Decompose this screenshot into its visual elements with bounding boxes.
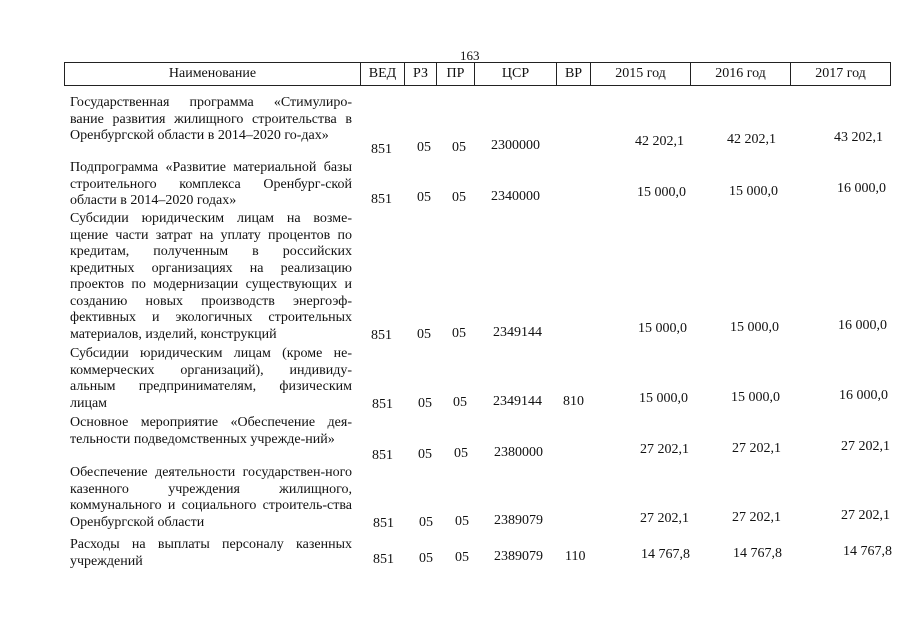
row-2017: 43 202,1 [834,130,883,145]
row-pr: 05 [452,140,466,155]
table-header [64,62,891,86]
row-name: Основное мероприятие «Обеспечение дея-тельности подведомственных учрежде-ний» [70,415,352,447]
row-2016: 27 202,1 [732,510,781,525]
row-2017: 27 202,1 [841,508,890,523]
row-rz: 05 [417,140,431,155]
row-ved: 851 [372,397,393,412]
row-2015: 15 000,0 [638,321,687,336]
row-2015: 27 202,1 [640,511,689,526]
row-rz: 05 [419,515,433,530]
row-vr: 110 [565,549,586,564]
row-2015: 15 000,0 [637,185,686,200]
row-2017: 16 000,0 [838,318,887,333]
row-2017: 16 000,0 [837,181,886,196]
row-rz: 05 [419,551,433,566]
row-name: Субсидии юридическим лицам (кроме не-коммерческих организаций), индивиду-альным предпринимателям, физическим лицам [70,346,352,411]
header-rz: РЗ [404,63,436,85]
row-2015: 15 000,0 [639,391,688,406]
row-rz: 05 [417,327,431,342]
row-name: Субсидии юридическим лицам на возме-щение части затрат на уплату процентов по кредитам, полученным в российских кредитных организациях на реализацию проектов по модернизации существующих и созданию новых производств энергоэф-фективных и экологичных строительных материалов, изделий, конструкций [70,211,352,342]
header-name: Наименование [64,63,360,85]
row-name: Обеспечение деятельности государствен-ного казенного учреждения жилищного, коммунального и социального строитель-ства Оренбургской области [70,465,352,530]
row-ved: 851 [373,552,394,567]
row-csr: 2300000 [491,138,540,153]
header-2017: 2017 год [790,63,891,85]
page-number: 163 [460,48,480,63]
row-2015: 14 767,8 [641,547,690,562]
header-csr: ЦСР [474,63,556,85]
row-rz: 05 [417,190,431,205]
row-pr: 05 [454,446,468,461]
row-csr: 2349144 [493,325,542,340]
row-rz: 05 [418,447,432,462]
row-2016: 14 767,8 [733,546,782,561]
row-pr: 05 [452,326,466,341]
row-name: Подпрограмма «Развитие материальной базы строительного комплекса Оренбург-ской области в 2014–2020 годах» [70,160,352,208]
row-ved: 851 [373,516,394,531]
row-ved: 851 [371,328,392,343]
row-csr: 2389079 [494,513,543,528]
row-ved: 851 [372,448,393,463]
row-pr: 05 [453,395,467,410]
header-2015: 2015 год [590,63,690,85]
row-csr: 2340000 [491,189,540,204]
row-name: Государственная программа «Стимулиро-вание развития жилищного строительства в Оренбургской области в 2014–2020 го-дах» [70,95,352,143]
row-rz: 05 [418,396,432,411]
row-2017: 27 202,1 [841,439,890,454]
row-2016: 27 202,1 [732,441,781,456]
row-2015: 27 202,1 [640,442,689,457]
row-2016: 15 000,0 [730,320,779,335]
row-pr: 05 [455,550,469,565]
header-2016: 2016 год [690,63,790,85]
row-vr: 810 [563,394,584,409]
row-2016: 42 202,1 [727,132,776,147]
row-2016: 15 000,0 [731,390,780,405]
row-name: Расходы на выплаты персоналу казенных учреждений [70,537,352,569]
row-ved: 851 [371,192,392,207]
header-pr: ПР [436,63,474,85]
row-pr: 05 [452,190,466,205]
header-vr: ВР [556,63,590,85]
row-csr: 2349144 [493,394,542,409]
row-2016: 15 000,0 [729,184,778,199]
row-csr: 2380000 [494,445,543,460]
row-2015: 42 202,1 [635,134,684,149]
row-pr: 05 [455,514,469,529]
header-ved: ВЕД [360,63,404,85]
row-ved: 851 [371,142,392,157]
row-2017: 14 767,8 [843,544,892,559]
row-2017: 16 000,0 [839,388,888,403]
row-csr: 2389079 [494,549,543,564]
